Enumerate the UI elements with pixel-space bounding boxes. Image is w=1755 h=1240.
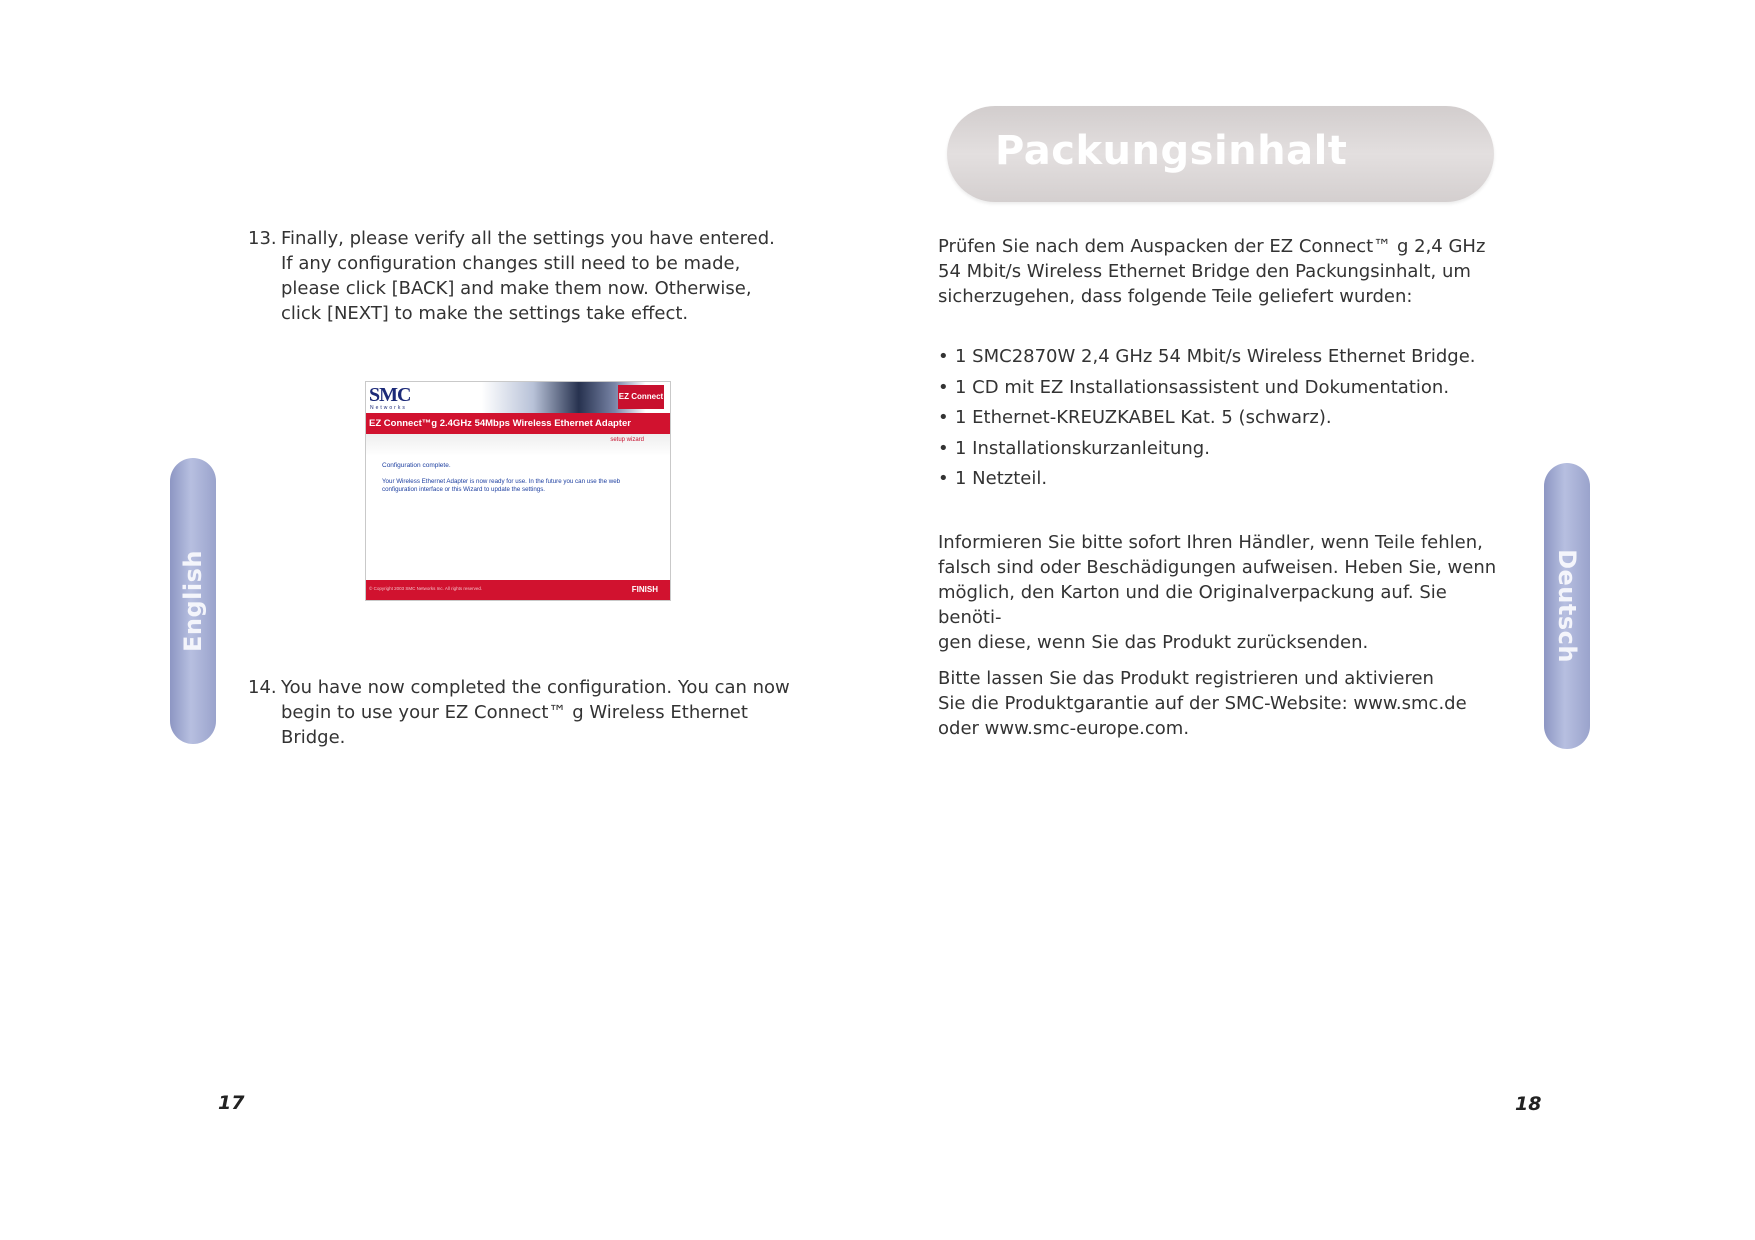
list-item <box>938 405 1476 436</box>
step-number: 14. <box>248 677 277 698</box>
step-line: Finally, please verify all the settings you have entered. <box>281 228 775 249</box>
registration-paragraph <box>938 666 1498 741</box>
section-title: Packungsinhalt <box>995 128 1348 174</box>
list-item <box>938 466 1476 497</box>
list-item-text: 1 Netzteil. <box>955 468 1048 489</box>
step-text <box>281 226 788 326</box>
ez-connect-badge: EZ Connect <box>618 385 664 409</box>
wizard-heading: Configuration complete. <box>382 462 451 469</box>
intro-line: Prüfen Sie nach dem Auspacken der EZ Connect™ g 2,4 GHz <box>938 236 1486 257</box>
list-item <box>938 375 1476 406</box>
finish-button[interactable]: FINISH <box>631 585 658 594</box>
list-item <box>938 344 1476 375</box>
step-line: If any configuration changes still need to be made, <box>281 253 741 274</box>
tab-label: English <box>179 550 207 652</box>
step-line: click [NEXT] to make the settings take effect. <box>281 303 689 324</box>
notice-line: falsch sind oder Beschädigungen aufweisen. Heben Sie, wenn <box>938 557 1497 578</box>
step-number: 13. <box>248 228 277 249</box>
register-line: Bitte lassen Sie das Produkt registrieren und aktivieren <box>938 668 1434 689</box>
step-line: begin to use your EZ Connect™ g Wireless Ethernet Bridge. <box>281 702 748 748</box>
smc-logo-sub: Networks <box>370 405 407 411</box>
page-number-right: 18 <box>1515 1093 1542 1115</box>
list-item-text: 1 Ethernet-KREUZKABEL Kat. 5 (schwarz). <box>955 407 1332 428</box>
list-item-text: 1 SMC2870W 2,4 GHz 54 Mbit/s Wireless Ethernet Bridge. <box>955 346 1476 367</box>
wizard-subtitle: setup wizard <box>610 437 644 443</box>
notice-line: gen diese, wenn Sie das Produkt zurücksenden. <box>938 632 1369 653</box>
wizard-body: Your Wireless Ethernet Adapter is now ready for use. In the future you can use the web configuration interface or this Wizard to update the settings. <box>382 478 621 493</box>
language-tab-english <box>170 458 216 744</box>
bullet-icon: • <box>938 346 949 367</box>
package-contents-list <box>938 344 1476 497</box>
bullet-icon: • <box>938 407 949 428</box>
setup-wizard-screenshot <box>365 381 671 601</box>
step-text <box>281 675 808 750</box>
section-title-banner <box>947 106 1494 202</box>
step-line: please click [BACK] and make them now. Otherwise, <box>281 278 752 299</box>
list-item-text: 1 CD mit EZ Installationsassistent und Dokumentation. <box>955 376 1450 398</box>
notice-paragraph <box>938 530 1498 655</box>
left-page <box>0 0 877 1240</box>
wizard-header <box>366 382 670 413</box>
page-number-left: 17 <box>218 1092 245 1114</box>
bullet-icon: • <box>938 468 949 489</box>
notice-line: Informieren Sie bitte sofort Ihren Händler, wenn Teile fehlen, <box>938 532 1483 553</box>
language-tab-deutsch <box>1544 463 1590 749</box>
bullet-icon: • <box>938 376 949 398</box>
intro-paragraph <box>938 234 1498 309</box>
wizard-title-bar: EZ Connect™g 2.4GHz 54Mbps Wireless Ethernet Adapter <box>366 413 670 434</box>
notice-line: möglich, den Karton und die Originalverpackung auf. Sie benöti- <box>938 582 1447 628</box>
wizard-copyright: © Copyright 2003 SMC Networks Inc. All rights reserved. <box>369 586 483 591</box>
wizard-footer <box>366 580 670 600</box>
intro-line: sicherzugehen, dass folgende Teile geliefert wurden: <box>938 286 1413 307</box>
step-13 <box>248 226 788 326</box>
intro-line: 54 Mbit/s Wireless Ethernet Bridge den Packungsinhalt, um <box>938 261 1471 282</box>
tab-label: Deutsch <box>1553 549 1581 663</box>
step-line: You have now completed the configuration. You can now <box>281 677 790 698</box>
list-item <box>938 436 1476 467</box>
register-line: oder www.smc-europe.com. <box>938 718 1190 739</box>
smc-logo: SMC <box>369 384 411 406</box>
list-item-text: 1 Installationskurzanleitung. <box>955 437 1210 459</box>
step-14 <box>248 675 808 750</box>
register-line: Sie die Produktgarantie auf der SMC-Website: www.smc.de <box>938 693 1467 714</box>
bullet-icon: • <box>938 437 949 459</box>
